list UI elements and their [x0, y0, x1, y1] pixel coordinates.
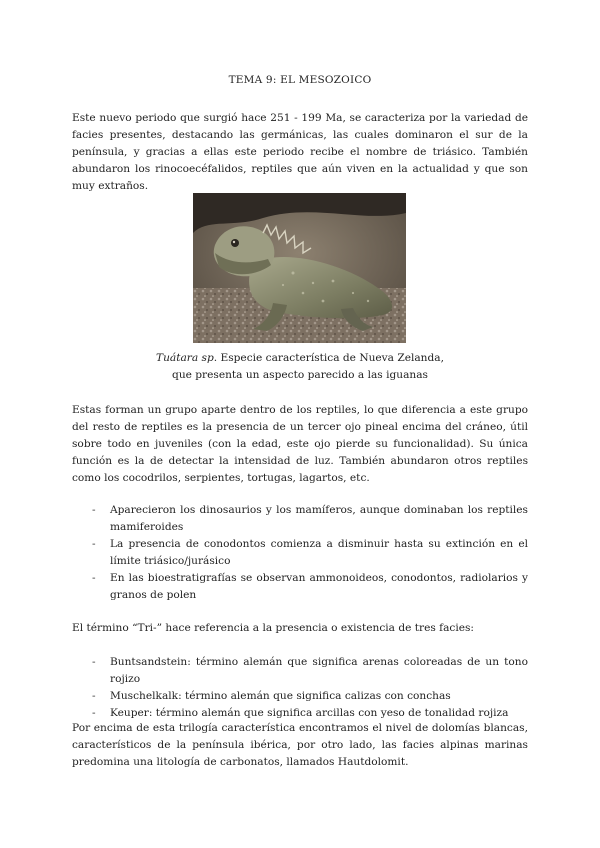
group-paragraph: Estas forman un grupo aparte dentro de los reptiles, lo que diferencia a este grupo del resto de reptiles es la presencia de un tercer ojo pineal encima del cráneo, útil sobre todo en juveniles (con la edad, este ojo pierde su funcionalidad). Su única función es la de detectar la intensidad de luz. También abundaron otros reptiles como los cocodrilos, serpientes, tortugas, lagartos, etc. [72, 404, 528, 484]
caption-line1-text: . Especie característica de Nueva Zelanda, [213, 352, 444, 364]
page-title: TEMA 9: EL MESOZOICO [228, 74, 372, 86]
bullet-dash: - [92, 572, 96, 584]
list-item [92, 654, 528, 688]
tri-paragraph: El término “Tri-” hace referencia a la presencia o existencia de tres facies: [72, 622, 474, 634]
list-item-text: Buntsandstein: término alemán que significa arenas coloreadas de un tono rojizo [110, 656, 528, 685]
list-item-text: Aparecieron los dinosaurios y los mamíferos, aunque dominaban los reptiles mamiferoides [110, 504, 528, 533]
bullet-dash: - [92, 656, 96, 668]
bullet-dash: - [92, 707, 96, 719]
tuatara-illustration [193, 193, 406, 343]
list-item-text: Keuper: término alemán que significa arcillas con yeso de tonalidad rojiza [110, 707, 509, 719]
list-item-text: La presencia de conodontos comienza a disminuir hasta su extinción en el límite triásico/jurásico [110, 538, 528, 567]
figure-caption [72, 350, 528, 384]
caption-line2-text: que presenta un aspecto parecido a las iguanas [172, 369, 428, 381]
tuatara-photo [193, 193, 406, 343]
list-item [92, 688, 528, 705]
events-list [92, 502, 528, 604]
list-item [92, 502, 528, 536]
facies-list [92, 654, 528, 722]
bullet-dash: - [92, 690, 96, 702]
caption-species: Tuátara sp [156, 352, 214, 364]
bullet-dash: - [92, 538, 96, 550]
list-item [92, 570, 528, 604]
list-item-text: En las bioestratigrafías se observan ammonoideos, conodontos, radiolarios y granos de polen [110, 572, 528, 601]
closing-paragraph: Por encima de esta trilogía característica encontramos el nivel de dolomías blancas, característicos de la península ibérica, por otro lado, las facies alpinas marinas predomina una litología de carbonatos, llamados Hautdolomit. [72, 722, 528, 768]
list-item-text: Muschelkalk: término alemán que significa calizas con conchas [110, 690, 451, 702]
bullet-dash: - [92, 504, 96, 516]
intro-paragraph: Este nuevo periodo que surgió hace 251 - 199 Ma, se caracteriza por la variedad de facies presentes, destacando las germánicas, las cuales dominaron el sur de la península, y gracias a ellas este periodo recibe el nombre de triásico. También abundaron los rinocoecéfalidos, reptiles que aún viven en la actualidad y que son muy extraños. [72, 112, 528, 192]
list-item [92, 536, 528, 570]
